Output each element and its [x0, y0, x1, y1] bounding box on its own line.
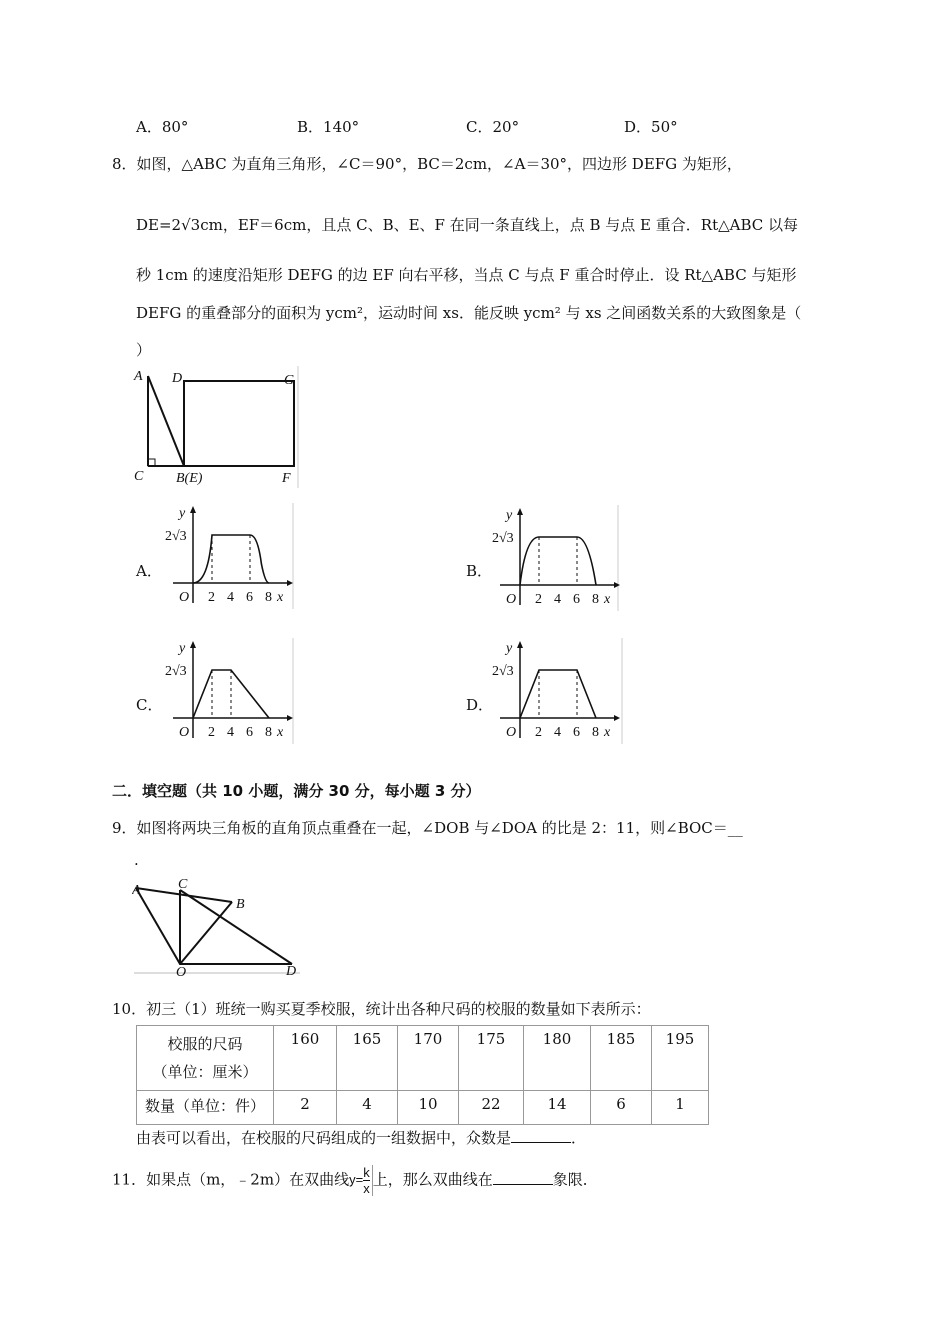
tick-label-2root3: 2√3	[492, 664, 514, 679]
x-tick-label: 2	[208, 725, 215, 740]
q8-line-1: 8．如图，△ABC 为直角三角形，∠C＝90°，BC＝2cm，∠A＝30°，四边形 DEFG 为矩形，	[112, 155, 742, 173]
q11-text-3: 象限．	[552, 1170, 598, 1189]
option-b-label[interactable]: B．	[466, 562, 493, 580]
option-d-label[interactable]: D．	[466, 696, 494, 714]
table-cell: 185	[591, 1026, 652, 1091]
table-cell: 4	[337, 1091, 398, 1125]
tick-label-2root3: 2√3	[165, 664, 187, 679]
x-tick-label: 4	[227, 725, 234, 740]
table-cell: 2	[274, 1091, 337, 1125]
x-label: x	[277, 590, 284, 605]
table-cell: 195	[652, 1026, 709, 1091]
tick-label-2root3: 2√3	[165, 529, 187, 544]
hyperbola-formula: y= $\frac{k}{x}$	[349, 1165, 373, 1196]
x-axis-arrow-icon	[287, 580, 293, 586]
svg-text:A: A	[132, 883, 141, 898]
x-tick-label: 8	[592, 725, 599, 740]
table-cell: 165	[337, 1026, 398, 1091]
table-cell: 180	[524, 1026, 591, 1091]
graph-option-b[interactable]	[490, 505, 620, 611]
svg-text:C: C	[178, 877, 188, 892]
x-tick-label: 8	[592, 592, 599, 607]
function-curve	[193, 535, 269, 583]
q9-line-2: .	[134, 851, 139, 869]
origin-label: O	[506, 725, 517, 740]
q8-figure	[130, 366, 300, 488]
table-cell: 160	[274, 1026, 337, 1091]
x-tick-label: 2	[535, 725, 542, 740]
origin-label: O	[506, 592, 517, 607]
x-tick-label: 6	[573, 592, 580, 607]
option-c-label[interactable]: C．	[136, 696, 163, 714]
answer-blank[interactable]	[511, 1142, 571, 1143]
answer-blank[interactable]	[493, 1184, 553, 1185]
svg-text:G: G	[284, 373, 295, 388]
x-tick-label: 8	[265, 725, 272, 740]
graph-option-a[interactable]	[163, 503, 295, 609]
header-cell: 校服的尺码 （单位：厘米）	[137, 1026, 274, 1091]
x-tick-label: 6	[246, 725, 253, 740]
q10-line-2	[136, 1127, 586, 1148]
origin-label: O	[179, 725, 190, 740]
svg-text:C: C	[134, 469, 144, 484]
y-label: y	[179, 506, 186, 521]
x-label: x	[604, 725, 611, 740]
y-axis-arrow-icon	[190, 641, 196, 648]
graph-option-d[interactable]	[490, 638, 624, 746]
x-tick-label: 2	[535, 592, 542, 607]
q7-option-c: C．20°	[466, 118, 520, 136]
q10-text: 由表可以看出，在校服的尺码组成的一组数据中，众数是	[136, 1129, 512, 1147]
size-table	[136, 1025, 709, 1125]
q9-figure	[132, 876, 302, 976]
x-tick-label: 6	[246, 590, 253, 605]
q11-text-2: 上，那么双曲线在	[372, 1170, 493, 1189]
q11-text: 11．如果点（m，﹣2m）在双曲线	[112, 1170, 350, 1189]
q9-line-1: 9．如图将两块三角板的直角顶点重叠在一起，∠DOB 与∠DOA 的比是 2：11，则∠BOC＝__	[112, 819, 743, 837]
header-cell: 数量（单位：件）	[137, 1091, 274, 1125]
q8-line-5: ）	[136, 341, 152, 359]
x-tick-label: 6	[573, 725, 580, 740]
x-axis-arrow-icon	[287, 715, 293, 721]
x-tick-label: 2	[208, 590, 215, 605]
x-tick-label: 4	[554, 592, 561, 607]
q8-line-2: DE=2√3cm，EF＝6cm，且点 C、B、E、F 在同一条直线上，点 B 与点 E 重合．Rt△ABC 以每	[136, 216, 799, 234]
option-a-label[interactable]: A．	[136, 562, 162, 580]
table-cell: 10	[398, 1091, 459, 1125]
x-axis-arrow-icon	[614, 582, 620, 588]
tick-label-2root3: 2√3	[492, 531, 514, 546]
x-label: x	[277, 725, 284, 740]
table-row	[137, 1026, 709, 1091]
function-curve	[520, 670, 596, 718]
table-cell: 14	[524, 1091, 591, 1125]
y-axis-arrow-icon	[517, 641, 523, 648]
y-label: y	[179, 641, 186, 656]
y-axis-arrow-icon	[517, 508, 523, 515]
table-cell: 22	[459, 1091, 524, 1125]
svg-text:O: O	[176, 965, 187, 976]
svg-text:F: F	[282, 471, 291, 486]
table-cell: 1	[652, 1091, 709, 1125]
x-axis-arrow-icon	[614, 715, 620, 721]
svg-text:D: D	[286, 964, 297, 976]
table-row	[137, 1091, 709, 1125]
q11-line	[112, 1165, 598, 1196]
svg-text:A: A	[134, 369, 143, 384]
y-label: y	[506, 508, 513, 523]
q8-line-4: DEFG 的重叠部分的面积为 ycm²，运动时间 xs．能反映 ycm² 与 xs 之间函数关系的大致图象是（	[136, 304, 802, 322]
svg-text:D: D	[172, 371, 183, 386]
table-cell: 170	[398, 1026, 459, 1091]
graph-option-c[interactable]	[163, 638, 295, 746]
q10-line-1: 10．初三（1）班统一购买夏季校服，统计出各种尺码的校服的数量如下表所示：	[112, 1000, 651, 1018]
table-cell: 6	[591, 1091, 652, 1125]
origin-label: O	[179, 590, 190, 605]
x-tick-label: 4	[227, 590, 234, 605]
svg-text:B: B	[236, 897, 245, 912]
svg-text:B(E): B(E)	[176, 471, 203, 486]
function-curve	[520, 537, 596, 585]
section-2-heading: 二．填空题（共 10 小题，满分 30 分，每小题 3 分）	[112, 782, 481, 800]
q10-end: ．	[571, 1129, 587, 1147]
x-tick-label: 4	[554, 725, 561, 740]
y-label: y	[506, 641, 513, 656]
q7-option-d: D．50°	[624, 118, 678, 136]
q7-option-b: B．140°	[297, 118, 360, 136]
q8-line-3: 秒 1cm 的速度沿矩形 DEFG 的边 EF 向右平移，当点 C 与点 F 重合时停止．设 Rt△ABC 与矩形	[136, 266, 797, 284]
x-tick-label: 8	[265, 590, 272, 605]
y-axis-arrow-icon	[190, 506, 196, 513]
q7-option-a: A．80°	[136, 118, 189, 136]
x-label: x	[604, 592, 611, 607]
table-cell: 175	[459, 1026, 524, 1091]
